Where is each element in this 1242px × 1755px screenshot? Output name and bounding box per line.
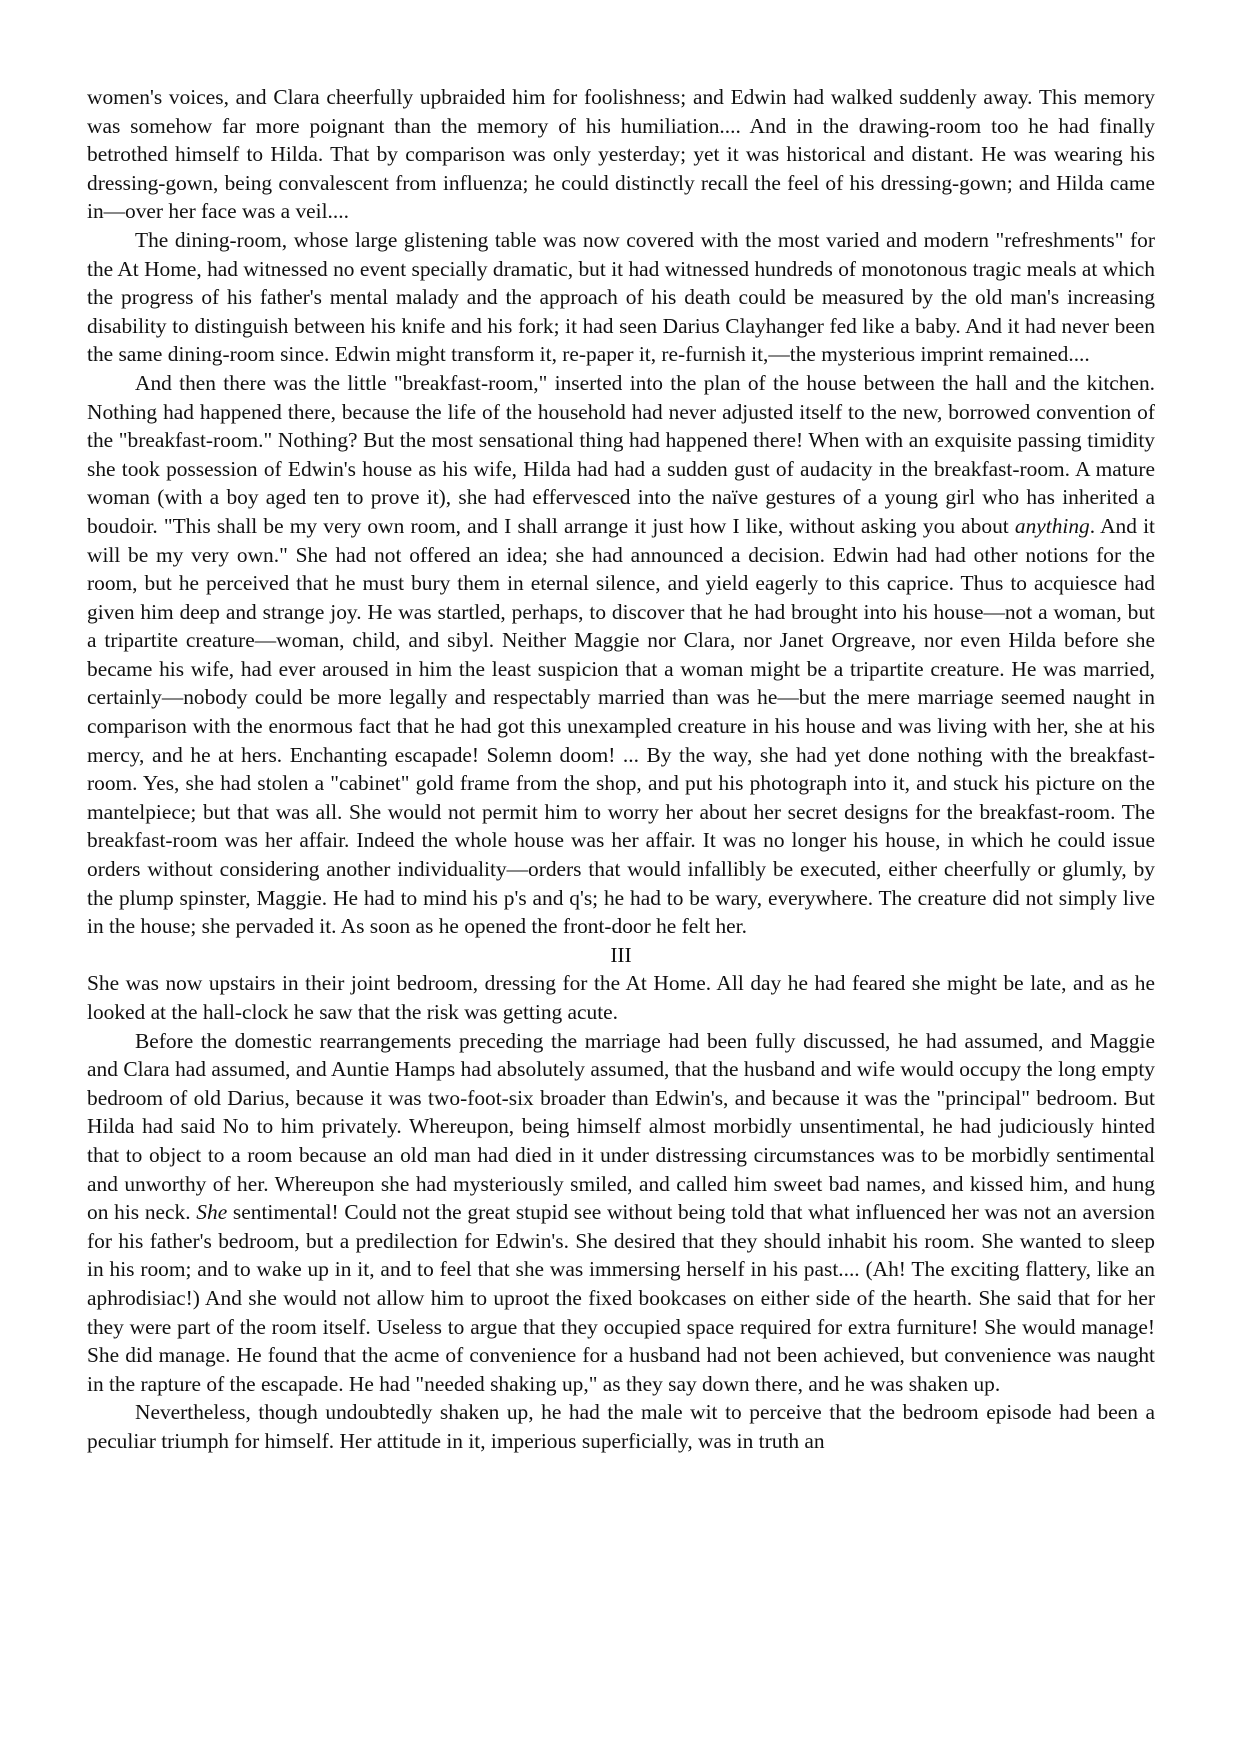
paragraph-dressing: She was now upstairs in their joint bedroom, dressing for the At Home. All day he had feared she might be late, and as he looked at the hall-clock he saw that the risk was getting acute. (87, 971, 1155, 1024)
paragraph-bedroom: Before the domestic rearrangements preceding the marriage had been fully discussed, he had assumed, and Maggie and Clara had assumed, and Auntie Hamps had absolutely assumed, that the husband and wife would occupy the long empty bedroom of old Darius, because it was two-foot-six broader than Edwin's, and because it was the "principal" bedroom. But Hilda had said No to him privately. Whereupon, being himself almost morbidly unsentimental, he had judiciously hinted that to object to a room because an old man had died in it under distressing circumstances was to be morbidly sentimental and unworthy of her. Whereupon she had mysteriously smiled, and called him sweet bad names, and kissed him, and hung on his neck. She sentimental! Could not the great stupid see without being told that what influenced her was not an aversion for his father's bedroom, but a predilection for Edwin's. She desired that they should inhabit his room. She wanted to sleep in his room; and to wake up in it, and to feel that she was immersing herself in his past.... (Ah! The exciting flattery, like an aphrodisiac!) And she would not allow him to uproot the fixed bookcases on either side of the hearth. She said that for her they were part of the room itself. Useless to argue that they occupied space required for extra furniture! She would manage! She did manage. He found that the acme of convenience for a husband had not been achieved, but convenience was naught in the rapture of the escapade. He had "needed shaking up," as they say down there, and he was shaken up. (87, 1028, 1155, 1396)
paragraph-nevertheless: Nevertheless, though undoubtedly shaken up, he had the male wit to perceive that the bedroom episode had been a peculiar triumph for himself. Her attitude in it, imperious superficially, was in truth an (87, 1400, 1155, 1453)
paragraph-drawing-room: women's voices, and Clara cheerfully upbraided him for foolishness; and Edwin had walked suddenly away. This memory was somehow far more poignant than the memory of his humiliation.... And in the drawing-room too he had finally betrothed himself to Hilda. That by comparison was only yesterday; yet it was historical and distant. He was wearing his dressing-gown, being convalescent from influenza; he could distinctly recall the feel of his dressing-gown; and Hilda came in—over her face was a veil.... (87, 85, 1155, 224)
emphasis-anything: anything (1014, 513, 1090, 538)
emphasis-she: She (196, 1200, 228, 1225)
paragraph-breakfast-room: And then there was the little "breakfast-room," inserted into the plan of the house between the hall and the kitchen. Nothing had happened there, because the life of the household had never adjusted itself to the new, borrowed convention of the "breakfast-room." Nothing? But the most sensational thing had happened there! When with an exquisite passing timidity she took possession of Edwin's house as his wife, Hilda had had a sudden gust of audacity in the breakfast-room. A mature woman (with a boy aged ten to prove it), she had effervesced into the naïve gestures of a young girl who has inherited a boudoir. "This shall be my very own room, and I shall arrange it just how I like, without asking you about anything. And it will be my very own." She had not offered an idea; she had announced a decision. Edwin had had other notions for the room, but he perceived that he must bury them in eternal silence, and yield eagerly to this caprice. Thus to acquiesce had given him deep and strange joy. He was startled, perhaps, to discover that he had brought into his house—not a woman, but a tripartite creature—woman, child, and sibyl. Neither Maggie nor Clara, nor Janet Orgreave, nor even Hilda before she became his wife, had ever aroused in him the least suspicion that a woman might be a tripartite creature. He was married, certainly—nobody could be more legally and respectably married than was he—but the mere marriage seemed naught in comparison with the enormous fact that he had got this unexampled creature in his house and was living with her, she at his mercy, and he at hers. Enchanting escapade! Solemn doom! ... By the way, she had yet done nothing with the breakfast-room. Yes, she had stolen a "cabinet" gold frame from the shop, and put his photograph into it, and stuck his picture on the mantelpiece; but that was all. She would not permit him to worry her about her secret designs for the breakfast-room. The breakfast-room was her affair. Indeed the whole house was her affair. It was no longer his house, in which he could issue orders without considering another individuality—orders that would infallibly be executed, either cheerfully or glumly, by the plump spinster, Maggie. He had to mind his p's and q's; he had to be wary, everywhere. The creature did not simply live in the house; she pervaded it. As soon as he opened the front-door he felt her. (87, 370, 1155, 939)
paragraph-dining-room: The dining-room, whose large glistening table was now covered with the most varied and modern "refreshments" for the At Home, had witnessed no event specially dramatic, but it had witnessed hundreds of monotonous tragic meals at which the progress of his father's mental malady and the approach of his death could be measured by the old man's increasing disability to distinguish between his knife and his fork; it had seen Darius Clayhanger fed like a baby. And it had never been the same dining-room since. Edwin might transform it, re-paper it, re-furnish it,—the mysterious imprint remained.... (87, 227, 1155, 367)
book-page (87, 83, 1155, 1456)
section-heading: III (610, 942, 632, 967)
